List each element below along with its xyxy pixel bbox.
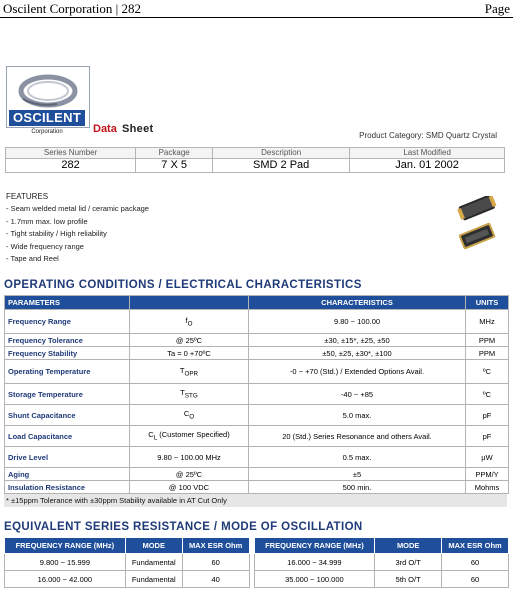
characteristic-cell: 500 min. [249, 481, 466, 494]
condition-header [130, 296, 249, 310]
feature-item: - Wide frequency range [6, 241, 84, 251]
product-category: Product Category: SMD Quartz Crystal [359, 131, 497, 140]
crystal-package-image [452, 196, 502, 252]
package-header: Package [136, 148, 213, 159]
table-row [5, 426, 509, 447]
mode-header: MODE [125, 538, 182, 554]
table-row [5, 334, 509, 347]
logo-swirl-icon [17, 71, 79, 111]
characteristic-cell: -0 ~ +70 (Std.) / Extended Options Avail. [249, 360, 466, 384]
unit-cell: PPM [466, 334, 509, 347]
unit-cell: ºC [466, 384, 509, 405]
characteristic-cell: -40 ~ +85 [249, 384, 466, 405]
unit-cell: MHz [466, 310, 509, 334]
param-cell: Frequency Stability [5, 347, 130, 360]
freq-range-header: FREQUENCY RANGE (MHz) [5, 538, 126, 554]
condition-cell: $T_{STG}$ [130, 384, 249, 405]
param-cell: Frequency Tolerance [5, 334, 130, 347]
param-cell: Insulation Resistance [5, 481, 130, 494]
freq-range-cell: 35.000 ~ 100.000 [254, 571, 375, 588]
condition-cell: $T_{OPR}$ [130, 360, 249, 384]
description-header: Description [213, 148, 350, 159]
header-divider [0, 17, 513, 18]
feature-item: - 1.7mm max. low profile [6, 216, 88, 226]
document-title: Oscilent Corporation | 282 [3, 1, 141, 16]
table-row [5, 481, 509, 494]
unit-cell: Mohms [466, 481, 509, 494]
units-header: UNITS [466, 296, 509, 310]
last-modified-value: Jan. 01 2002 [350, 159, 505, 173]
feature-item: - Seam welded metal lid / ceramic package [6, 204, 149, 213]
condition-cell: @ 25ºC [130, 334, 249, 347]
unit-cell: PPM/Y [466, 468, 509, 481]
table-row [5, 571, 509, 588]
esr-cell: 60 [182, 554, 249, 571]
logo-wordmark: OSCILENT [9, 110, 85, 126]
param-cell: Drive Level [5, 447, 130, 468]
param-cell: Load Capacitance [5, 426, 130, 447]
characteristic-cell: ±50, ±25, ±30*, ±100 [249, 347, 466, 360]
series-header: Series Number [6, 148, 136, 159]
max-esr-header: MAX ESR Ohm [442, 538, 509, 554]
mode-cell: Fundamental [125, 554, 182, 571]
table-row [5, 554, 509, 571]
condition-cell: 9.80 ~ 100.00 MHz [130, 447, 249, 468]
table-row [5, 468, 509, 481]
oscilent-logo [6, 66, 88, 138]
characteristic-cell: ±30, ±15*, ±25, ±50 [249, 334, 466, 347]
unit-cell: ºC [466, 360, 509, 384]
characteristic-cell: 9.80 ~ 100.00 [249, 310, 466, 334]
freq-range-header: FREQUENCY RANGE (MHz) [254, 538, 375, 554]
condition-cell: $f_O$ [130, 310, 249, 334]
mode-cell: Fundamental [125, 571, 182, 588]
freq-range-cell: 16.000 ~ 34.999 [254, 554, 375, 571]
package-value: 7 X 5 [136, 159, 213, 173]
table-row [5, 447, 509, 468]
logo-corporation: Corporation [31, 129, 63, 135]
characteristic-cell: 0.5 max. [249, 447, 466, 468]
tolerance-note: * ±15ppm Tolerance with ±30ppm Stability available in AT Cut Only [4, 494, 507, 507]
param-cell: Frequency Range [5, 310, 130, 334]
max-esr-header: MAX ESR Ohm [182, 538, 249, 554]
unit-cell: pF [466, 426, 509, 447]
freq-range-cell: 16.000 ~ 42.000 [5, 571, 126, 588]
description-value: SMD 2 Pad [213, 159, 350, 173]
data-sheet-sheet-word: Sheet [122, 123, 154, 135]
unit-cell: PPM [466, 347, 509, 360]
condition-cell: $C_O$ [130, 405, 249, 426]
esr-cell: 60 [442, 554, 509, 571]
table-row [5, 347, 509, 360]
mode-cell: 3rd O/T [375, 554, 442, 571]
characteristic-cell: 5.0 max. [249, 405, 466, 426]
data-sheet-data-word: Data [93, 123, 117, 135]
table-row [5, 360, 509, 384]
last-modified-header: Last Modified [350, 148, 505, 159]
parameters-header: PARAMETERS [5, 296, 130, 310]
table-row [5, 310, 509, 334]
page-label: Page [484, 1, 510, 16]
esr-cell: 60 [442, 571, 509, 588]
condition-cell: @ 100 VDC [130, 481, 249, 494]
operating-conditions-title: OPERATING CONDITIONS / ELECTRICAL CHARACTERISTICS [4, 279, 362, 291]
param-cell: Storage Temperature [5, 384, 130, 405]
mode-header: MODE [375, 538, 442, 554]
esr-table [4, 537, 509, 588]
table-row [5, 384, 509, 405]
series-number: 282 [6, 159, 136, 173]
condition-cell: $C_L$ (Customer Specified) [130, 426, 249, 447]
feature-item: - Tight stability / High reliability [6, 229, 107, 238]
unit-cell: pF [466, 405, 509, 426]
esr-cell: 40 [182, 571, 249, 588]
param-cell: Shunt Capacitance [5, 405, 130, 426]
logo-frame [6, 66, 90, 128]
top-bar [0, 0, 513, 16]
characteristic-cell: 20 (Std.) Series Resonance and others Avail. [249, 426, 466, 447]
feature-item: - Tape and Reel [6, 254, 59, 263]
features-title: FEATURES [6, 192, 49, 201]
esr-title: EQUIVALENT SERIES RESISTANCE / MODE OF OSCILLATION [4, 521, 363, 533]
param-cell: Operating Temperature [5, 360, 130, 384]
condition-cell: @ 25ºC [130, 468, 249, 481]
param-cell: Aging [5, 468, 130, 481]
table-row [5, 405, 509, 426]
characteristic-cell: ±5 [249, 468, 466, 481]
characteristics-header: CHARACTERISTICS [249, 296, 466, 310]
unit-cell: µW [466, 447, 509, 468]
freq-range-cell: 9.800 ~ 15.999 [5, 554, 126, 571]
series-info-table [5, 147, 505, 173]
operating-conditions-table [4, 295, 509, 494]
features-list [6, 203, 149, 266]
mode-cell: 5th O/T [375, 571, 442, 588]
condition-cell: Ta = 0 +70ºC [130, 347, 249, 360]
